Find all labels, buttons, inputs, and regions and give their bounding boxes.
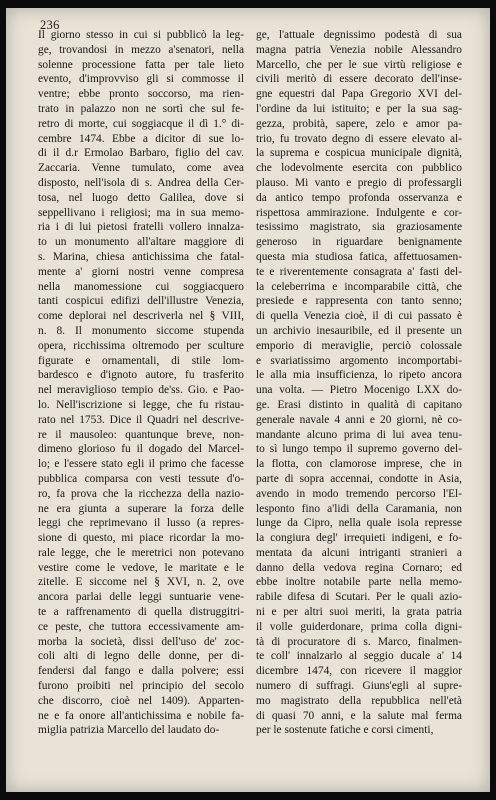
text-line: ge, trovandosi in mezzo a'senatori, nella [38, 43, 244, 56]
text-line: ge, l'attuale degnissimo podestà di sua [256, 29, 462, 41]
text-line: mentata da alcuni intriganti stranieri a [256, 546, 462, 559]
text-line: Marcello, che per le sue virtù religiose e [256, 58, 462, 71]
text-line: lo; e l'essere stato egli il primo che facesse [38, 458, 244, 471]
text-line: la celeberrima e incomparabile città, che [256, 280, 462, 293]
text-line: un archivio inesauribile, ed il presente un [256, 324, 462, 337]
text-line: to sì lungo tempo il supremo governo del- [256, 443, 462, 456]
text-line: ria i di lui pietosi fratelli vollero innalza- [38, 221, 244, 234]
text-line: cembre 1474. Ebbe a dicitor di sue lo- [38, 132, 244, 145]
text-line: retro di morte, cui soggiacque il dì 1.° di- [38, 117, 244, 130]
text-line: fendersi dal fango e dalla polvere; essi [38, 665, 244, 678]
text-line: rispettosa ammirazione. Indulgente e cor- [256, 206, 462, 219]
text-line: trio, fu trovato degno di essere elevato al- [256, 132, 462, 145]
text-line: rale legge, che le meretrici non potevano [38, 546, 244, 559]
text-line: l'ordine da lui istituito; e per la sua sag- [256, 102, 462, 115]
text-line: trato in palazzo non ne sortì che sul fe- [38, 102, 244, 115]
text-line: figurate e ornamentali, di stile lom- [38, 354, 244, 367]
text-line: nel meraviglioso tempio de'ss. Gio. e Pao- [38, 384, 244, 397]
text-line: il volle guiderdonare, prima colla digni- [256, 620, 462, 633]
text-line: tanti cospicui edifizi dell'illustre Venezia, [38, 295, 244, 308]
text-line: miglia patrizia Marcello del laudato do- [38, 724, 220, 737]
text-line: una volta. — Pietro Mocenigo LXX do- [256, 384, 462, 397]
text-line: s. Marina, chiesa antichissima che fatal- [38, 250, 244, 263]
text-line: come deplorai nel descriverla nel § VIII, [38, 310, 244, 323]
right-text-column [256, 28, 462, 738]
text-line: te e riverentemente consagrata a' fasti del- [256, 265, 462, 278]
text-line: mo magistrato della repubblica nell'età [256, 694, 462, 707]
text-line: da antico tempo profonda osservanza e [256, 191, 462, 204]
text-line: lesponto fino a'lidi della Caramania, non [256, 502, 462, 515]
text-line: lo. Nell'iscrizione si legge, che fu ristau- [38, 398, 244, 411]
text-line: civili meritò di essere decorato dell'inse- [256, 73, 462, 86]
text-line: pubblica comparsa con vesti tessute d'o- [38, 472, 244, 485]
text-line: ventre; ebbe pronto soccorso, ma rien- [38, 88, 244, 101]
text-line: magna patria Venezia nobile Alessandro [256, 43, 462, 56]
text-line: evento, d'improvviso gli si commosse il [38, 73, 244, 86]
text-line: emporio di meraviglie, perciò colossale [256, 339, 462, 352]
text-line: re il mausoleo: quantunque breve, non- [38, 428, 244, 441]
text-line: bardesco e d'ignoto autore, fu trasferito [38, 369, 244, 382]
text-line: zitelle. E siccome nel § XVI, n. 2, ove [38, 576, 244, 589]
text-line: le alla mia insufficienza, lo ripeto ancora [256, 369, 462, 382]
text-line: danno della vedova regina Cornaro; ed [256, 561, 462, 574]
text-line: gezza, probità, sapere, zelo e amor pa- [256, 117, 462, 130]
text-line: di il d.r Ermolao Barbaro, figlio del cav. [38, 147, 244, 160]
text-line: generoso in riguardare benignamente [256, 236, 462, 249]
text-line: dimeno glorioso fu il dogado del Marcel- [38, 443, 244, 456]
text-line: numero di suffragi. Giuns'egli al supre- [256, 680, 462, 693]
text-line: seppellivano i religiosi; ma in sua memo- [38, 206, 244, 219]
text-line: di quella Venezia cioè, il di cui passato è [256, 310, 462, 323]
text-line: furono proibiti nel principio del secolo [38, 680, 244, 693]
text-line: rabile difesa di Scutari. Per le quali azio- [256, 591, 462, 604]
text-line: ge. Erasi distinto in qualità di capitano [256, 398, 462, 411]
text-line: lunge da Cipro, nella quale isola represse [256, 517, 462, 530]
text-line: dicembre 1474, con ricevere il maggior [256, 665, 462, 678]
text-line: disposto, nell'isola di s. Andrea della Cer- [38, 176, 244, 189]
text-line: ebbe inoltre notabile parte nella memo- [256, 576, 462, 589]
text-line: mandante alcuno prima di lui avea tenu- [256, 428, 462, 441]
text-line: morba la società, dissi dell'uso de' zoc- [38, 635, 244, 648]
text-line: tosa, nel luogo detto Galilea, dove si [38, 191, 244, 204]
text-line: presiede e rappresenta con tanto senno; [256, 295, 462, 308]
text-line: n. 8. Il monumento siccome stupenda [38, 324, 244, 337]
text-line: la flotta, con clamorose imprese, che in [256, 458, 462, 471]
text-line: ne e fa onore all'antichissima e nobile fa- [38, 709, 244, 722]
text-line: to un monumento all'altare maggiore di [38, 236, 244, 249]
left-text-column [38, 28, 244, 738]
text-line: per le sostenute fatiche e corsi cimenti, [256, 724, 434, 737]
text-line: coli alti di legno delle donne, per di- [38, 650, 244, 663]
text-line: che discorro, cioè nel 1409). Apparten- [38, 694, 244, 707]
text-line: tesissimo magistrato, sia graziosamente [256, 221, 462, 234]
text-line: nella manomessione cui soggiacquero [38, 280, 244, 293]
text-line: vestire come le vedove, le maritate e le [38, 561, 244, 574]
text-line: te a raffrenamento di quella distruggitri- [38, 606, 244, 619]
text-line: parte di sopra accennai, condotte in Asia, [256, 472, 462, 485]
text-line: Il giorno stesso in cui si pubblicò la leg- [38, 29, 244, 41]
text-line: e svariatissimo argomento incomportabi- [256, 354, 462, 367]
text-line: tà di procuratore di s. Marco, finalmen- [256, 635, 462, 648]
text-line: ro, fa prova che la ricchezza della nazio- [38, 487, 244, 500]
text-line: generale navale 4 anni e 20 giorni, nè co- [256, 413, 462, 426]
text-line: che lodevolmente esercita con pubblico [256, 162, 462, 175]
text-line: Zaccaria. Venne tumulato, come avea [38, 162, 244, 175]
text-line: te coll' innalzarlo al seggio ducale a' 14 [256, 650, 462, 663]
text-line: sione di questo, mi piace ricordar la mo- [38, 532, 244, 545]
text-line: opera, ricchissima oltremodo per sculture [38, 339, 244, 352]
text-line: di quasi 70 anni, e la salute mal ferma [256, 709, 462, 722]
text-line: rato nel 1753. Dice il Quadri nel descrive- [38, 413, 244, 426]
text-line: ancora parlai delle leggi suntuarie vene- [38, 591, 244, 604]
text-line: solenne processione fatta per tale lieto [38, 58, 244, 71]
text-line: ce peste, che tuttora eccessivamente am- [38, 620, 244, 633]
page-number: 236 [40, 18, 60, 32]
text-line: questa mia studiosa fatica, affettuosamen- [256, 250, 462, 263]
text-line: ne era giunta a superare la forza delle [38, 502, 244, 515]
column-gutter [249, 30, 250, 710]
text-line: avendo in modo tremendo percorso l'El- [256, 487, 462, 500]
text-line: la suprema e cospicua municipale dignità, [256, 147, 462, 160]
text-line: gne equestri dal Papa Gregorio XVI del- [256, 88, 462, 101]
text-line: ni e per altri suoi meriti, la grata patria [256, 606, 462, 619]
text-line: plauso. Mi vanto e pregio di professargli [256, 176, 462, 189]
text-line: la congiura degl' irrequieti indigeni, e fo- [256, 532, 462, 545]
book-page [6, 8, 490, 792]
text-line: leggi che reprimevano il lusso (a repres- [38, 517, 244, 530]
text-line: mente a' giorni nostri venne compresa [38, 265, 244, 278]
